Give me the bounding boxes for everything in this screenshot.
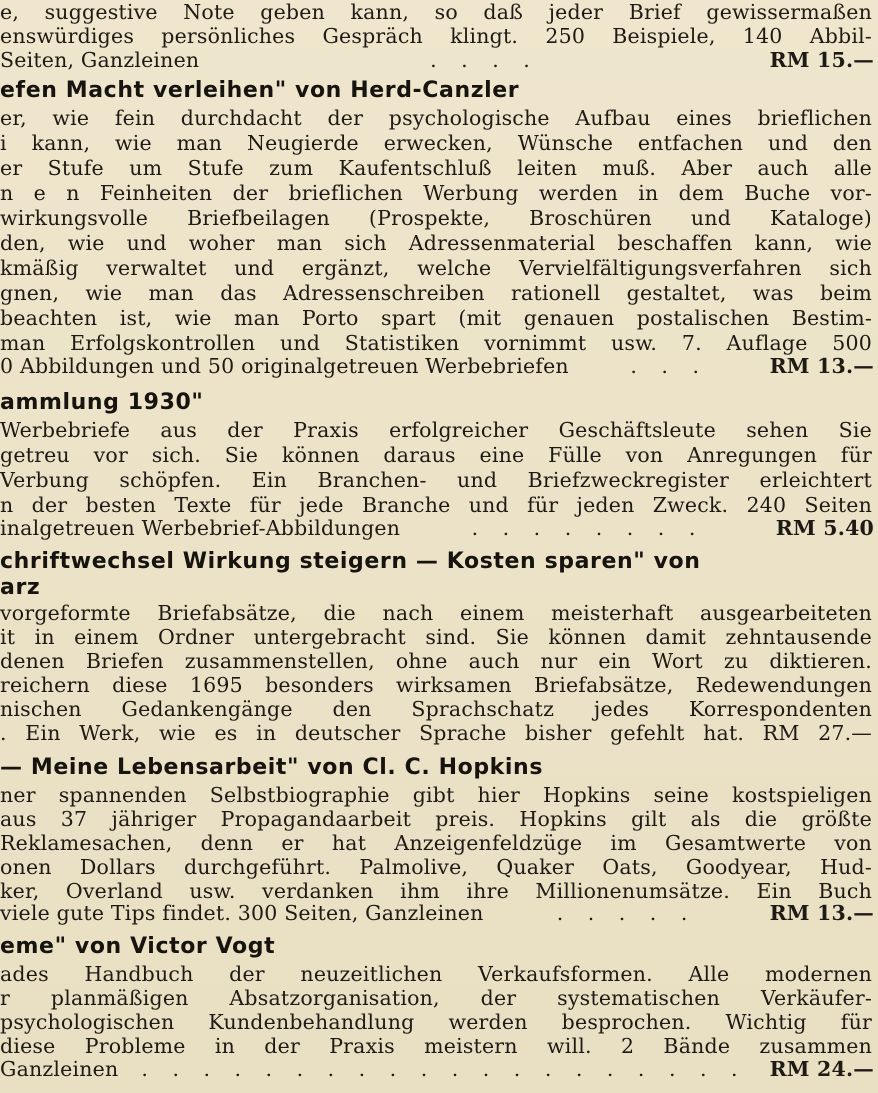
text-line: getreu vor sich. Sie können daraus eine Fülle von Anregungen für bbox=[0, 443, 872, 467]
price-line bbox=[0, 516, 874, 540]
text-line: enswürdiges persönliches Gespräch klingt. 250 Beispiele, 140 Abbil- bbox=[0, 24, 872, 48]
leader-dots: . . . . bbox=[430, 48, 539, 72]
text-line: psychologischen Kundenbehandlung werden besprochen. Wichtig für bbox=[0, 1010, 872, 1034]
text-line: . Ein Werk, wie es in deutscher Sprache bisher gefehlt hat. RM 27.— bbox=[0, 721, 872, 745]
leader-dots: . . . bbox=[630, 354, 708, 378]
text-line: n der besten Texte für jede Branche und für jeden Zweck. 240 Seiten bbox=[0, 493, 872, 517]
price: RM 24.— bbox=[769, 1057, 874, 1081]
text-line: ker, Overland usw. verdanken ihm ihre Millionenumsätze. Ein Buch bbox=[0, 879, 872, 903]
text-line: n e n Feinheiten der brieflichen Werbung werden in dem Buche vor- bbox=[0, 181, 872, 205]
text-line: reichern diese 1695 besonders wirksamen Briefabsätze, Redewendungen bbox=[0, 673, 872, 697]
book-heading: — Meine Lebensarbeit" von Cl. C. Hopkins bbox=[0, 755, 544, 780]
price: RM 5.40 bbox=[775, 516, 874, 540]
text-line: vorgeformte Briefabsätze, die nach einem meisterhaft ausgearbeiteten bbox=[0, 601, 872, 625]
text-line: i kann, wie man Neugierde erwecken, Wünsche entfachen und den bbox=[0, 131, 872, 155]
book-heading: eme" von Victor Vogt bbox=[0, 934, 276, 959]
text-line: er, wie fein durchdacht der psychologische Aufbau eines brieflichen bbox=[0, 106, 872, 130]
text-line: ner spannenden Selbstbiographie gibt hier Hopkins seine kostspieligen bbox=[0, 783, 872, 807]
text-line: Werbebriefe aus der Praxis erfolgreicher Geschäftsleute sehen Sie bbox=[0, 418, 872, 442]
text-line: r planmäßigen Absatzorganisation, der systematischen Verkäufer- bbox=[0, 986, 872, 1010]
price-line-text: 0 Abbildungen und 50 originalgetreuen Werbebriefen bbox=[0, 354, 569, 378]
text-line: Verbung schöpfen. Ein Branchen- und Briefzweckregister erleichtert bbox=[0, 468, 872, 492]
text-line: beachten ist, wie man Porto spart (mit genauen postalischen Bestim- bbox=[0, 306, 872, 330]
text-line: Reklamesachen, denn er hat Anzeigenfeldzüge im Gesamtwerte von bbox=[0, 831, 872, 855]
book-heading: efen Macht verleihen" von Herd-Canzler bbox=[0, 78, 520, 103]
price-line-text: Ganzleinen bbox=[0, 1057, 119, 1081]
price: RM 13.— bbox=[769, 354, 874, 378]
leader-dots: . . . . . . . . bbox=[471, 516, 705, 540]
text-line: nischen Gedankengänge den Sprachschatz jedes Korrespondenten bbox=[0, 697, 872, 721]
price-line bbox=[0, 1057, 874, 1081]
text-line: denen Briefen zusammenstellen, ohne auch nur ein Wort zu diktieren. bbox=[0, 649, 872, 673]
text-line: kmäßig verwaltet und ergänzt, welche Vervielfältigungsverfahren sich bbox=[0, 256, 872, 280]
text-line: man Erfolgskontrollen und Statistiken vornimmt usw. 7. Auflage 500 bbox=[0, 331, 872, 355]
text-line: den, wie und woher man sich Adressenmaterial beschaffen kann, wie bbox=[0, 231, 872, 255]
price: RM 15.— bbox=[769, 48, 874, 72]
price-line-text: viele gute Tips findet. 300 Seiten, Ganzleinen bbox=[0, 901, 484, 925]
text-line: diese Probleme in der Praxis meistern will. 2 Bände zusammen bbox=[0, 1034, 872, 1058]
text-line: er Stufe um Stufe zum Kaufentschluß leiten muß. Aber auch alle bbox=[0, 156, 872, 180]
text-line: wirkungsvolle Briefbeilagen (Prospekte, Broschüren und Kataloge) bbox=[0, 206, 872, 230]
price-line-text: inalgetreuen Werbebrief-Abbildungen bbox=[0, 516, 401, 540]
price-line-text: Seiten, Ganzleinen bbox=[0, 48, 200, 72]
text-line: ades Handbuch der neuzeitlichen Verkaufsformen. Alle modernen bbox=[0, 962, 872, 986]
price-line bbox=[0, 354, 874, 378]
text-line: e, suggestive Note geben kann, so daß jeder Brief gewissermaßen bbox=[0, 0, 872, 24]
text-line: onen Dollars durchgeführt. Palmolive, Quaker Oats, Goodyear, Hud- bbox=[0, 855, 872, 879]
price-line bbox=[0, 48, 874, 72]
book-heading: chriftwechsel Wirkung steigern — Kosten sparen" von bbox=[0, 549, 701, 574]
price-line bbox=[0, 901, 874, 925]
leader-dots: . . . . . bbox=[556, 901, 697, 925]
book-heading-continued: arz bbox=[0, 575, 41, 600]
leader-dots: . . . . . . . . . . . . . . . . . . . . bbox=[141, 1057, 747, 1081]
book-heading: ammlung 1930" bbox=[0, 390, 204, 415]
text-line: aus 37 jähriger Propagandaarbeit preis. Hopkins gilt als die größte bbox=[0, 807, 872, 831]
text-line: gnen, wie man das Adressenschreiben rationell gestaltet, was beim bbox=[0, 281, 872, 305]
text-line: it in einem Ordner untergebracht sind. Sie können damit zehntausende bbox=[0, 625, 872, 649]
price: RM 13.— bbox=[769, 901, 874, 925]
